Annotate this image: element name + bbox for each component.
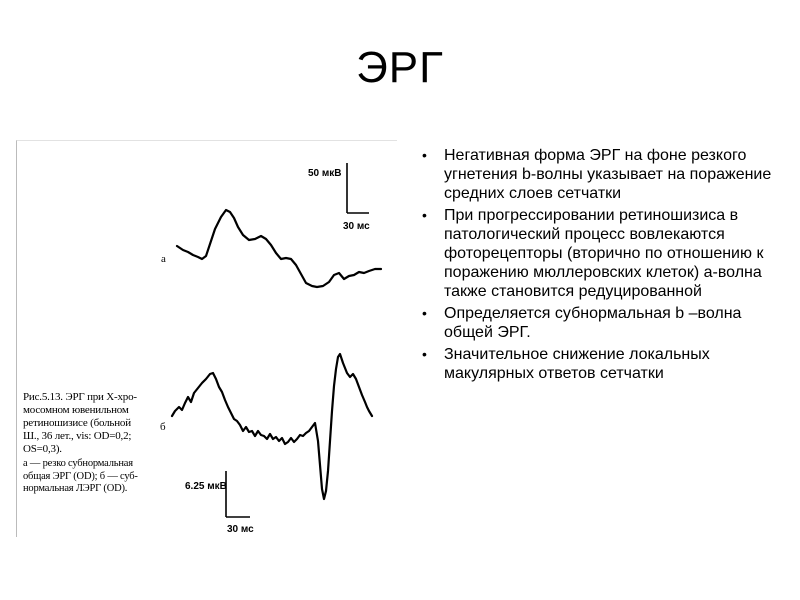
bullet-dot-icon: •	[422, 147, 427, 163]
scale-b-time-label: 30 мс	[227, 524, 254, 535]
scale-a-time-label: 30 мс	[343, 221, 370, 232]
figure-caption-legend: а — резко субнормальная общая ЭРГ (OD); б — суб- нормальная ЛЭРГ (OD).	[23, 458, 138, 494]
trace-a-letter: a	[161, 253, 166, 265]
bullet-item	[420, 345, 790, 383]
scale-bar-a	[308, 163, 370, 232]
bullet-dot-icon: •	[422, 305, 427, 321]
erg-figure	[16, 140, 397, 537]
scale-b-amplitude-label: 6.25 мкВ	[185, 481, 227, 492]
bullet-text: Значительное снижение локальных макулярных ответов сетчатки	[444, 346, 710, 382]
trace-b-letter: б	[160, 421, 166, 433]
erg-trace-b	[172, 354, 372, 499]
figure-caption	[23, 391, 185, 496]
bullet-item	[420, 304, 790, 342]
slide-title: ЭРГ	[356, 43, 444, 92]
bullet-text: Определяется субнормальная b –волна общей ЭРГ.	[444, 305, 742, 341]
bullet-dot-icon: •	[422, 207, 427, 223]
figure-caption-main: Рис.5.13. ЭРГ при X-хро- мосомном ювенильном ретиношизисе (больной Ш., 36 лет., vis: OD=0,2; OS=0,3).	[23, 391, 137, 455]
bullet-item	[420, 206, 790, 301]
bullet-dot-icon: •	[422, 346, 427, 362]
scale-bar-b	[185, 471, 254, 535]
bullet-list	[420, 146, 790, 386]
bullet-text: Негативная форма ЭРГ на фоне резкого угнетения b-волны указывает на поражение средних слоев сетчатки	[444, 147, 772, 202]
scale-a-amplitude-label: 50 мкВ	[308, 168, 342, 179]
bullet-item	[420, 146, 790, 203]
bullet-text: При прогрессировании ретиношизиса в патологический процесс вовлекаются фоторецепторы (вторично по отношению к поражению мюллеровских клеток) а-волна также становится редуцированной	[444, 207, 764, 300]
